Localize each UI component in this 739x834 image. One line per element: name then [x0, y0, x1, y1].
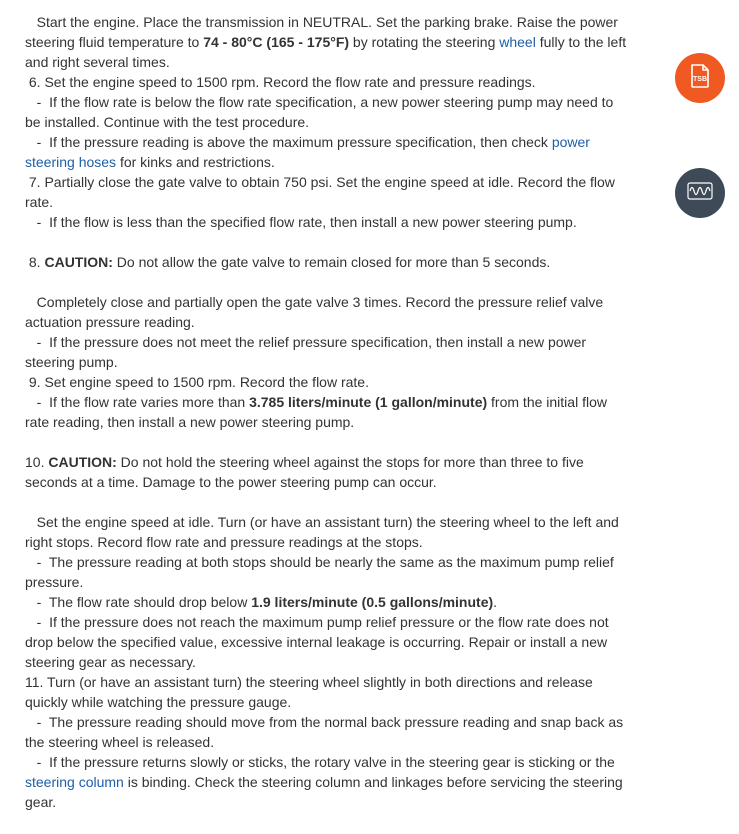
text-line: [25, 712, 645, 732]
text-segment: steering fluid temperature to: [25, 34, 204, 50]
text-line: [25, 672, 645, 692]
text-line: [25, 52, 645, 72]
text-segment: for kinks and restrictions.: [116, 154, 275, 170]
text-segment: 6. Set the engine speed to 1500 rpm. Record the flow rate and pressure readings.: [25, 74, 536, 90]
text-segment: - The pressure reading should move from the normal back pressure reading and snap back as: [25, 714, 624, 730]
text-segment: Do not hold the steering wheel against the stops for more than three to five: [116, 454, 584, 470]
inline-link[interactable]: power: [551, 134, 590, 150]
text-line: [25, 132, 645, 152]
text-line: [25, 592, 645, 612]
text-segment: fully to the left: [535, 34, 627, 50]
text-segment: Set the engine speed at idle. Turn (or have an assistant turn) the steering wheel to the left and: [25, 514, 619, 530]
text-segment: seconds at a time. Damage to the power steering pump can occur.: [25, 474, 437, 490]
text-line: [25, 372, 645, 392]
text-line: [25, 432, 645, 452]
text-line: [25, 752, 645, 772]
bold-text: CAUTION:: [44, 254, 113, 270]
text-line: [25, 632, 645, 652]
document-icon: [690, 64, 710, 93]
text-line: [25, 492, 645, 512]
text-line: [25, 272, 645, 292]
text-line: [25, 152, 645, 172]
tsb-label: TSB: [693, 75, 707, 83]
text-segment: 9. Set engine speed to 1500 rpm. Record the flow rate.: [25, 374, 369, 390]
text-line: [25, 92, 645, 112]
text-segment: - The flow rate should drop below: [25, 594, 252, 610]
text-line: [25, 192, 645, 212]
text-segment: - If the pressure does not meet the relief pressure specification, then install a new power: [25, 334, 587, 350]
bold-text: 74 - 80°C (165 - 175°F): [203, 34, 350, 50]
text-line: [25, 692, 645, 712]
text-line: [25, 472, 645, 492]
text-segment: - If the pressure does not reach the maximum pump relief pressure or the flow rate does not: [25, 614, 609, 630]
waveform-icon: [687, 181, 713, 206]
text-line: [25, 172, 645, 192]
text-segment: rate.: [25, 194, 54, 210]
text-line: [25, 552, 645, 572]
text-segment: - If the pressure reading is above the maximum pressure specification, then check: [25, 134, 552, 150]
text-segment: drop below the specified value, excessive internal leakage is occurring. Repair or install a new: [25, 634, 608, 650]
text-segment: steering gear as necessary.: [25, 654, 196, 670]
text-line: [25, 212, 645, 232]
text-segment: be installed. Continue with the test procedure.: [25, 114, 310, 130]
text-line: [25, 412, 645, 432]
text-line: [25, 512, 645, 532]
inline-link[interactable]: wheel: [499, 34, 536, 50]
text-segment: and right several times.: [25, 54, 170, 70]
text-segment: actuation pressure reading.: [25, 314, 195, 330]
text-line: [25, 652, 645, 672]
text-segment: is binding. Check the steering column and linkages before servicing the steering: [123, 774, 623, 790]
text-segment: - If the flow is less than the specified flow rate, then install a new power steering pump.: [25, 214, 577, 230]
bold-text: CAUTION:: [48, 454, 117, 470]
text-segment: 10.: [25, 454, 49, 470]
text-segment: - If the pressure returns slowly or sticks, the rotary valve in the steering gear is sticking or the: [25, 754, 615, 770]
text-segment: 7. Partially close the gate valve to obtain 750 psi. Set the engine speed at idle. Record the flow: [25, 174, 615, 190]
text-segment: rate reading, then install a new power steering pump.: [25, 414, 355, 430]
bold-text: 3.785 liters/minute (1 gallon/minute): [249, 394, 488, 410]
text-segment: Completely close and partially open the gate valve 3 times. Record the pressure relief valve: [25, 294, 604, 310]
text-line: [25, 112, 645, 132]
text-segment: by rotating the steering: [349, 34, 500, 50]
text-line: [25, 12, 645, 32]
text-segment: quickly while watching the pressure gauge.: [25, 694, 292, 710]
text-line: [25, 72, 645, 92]
text-segment: 8.: [25, 254, 45, 270]
text-segment: - The pressure reading at both stops should be nearly the same as the maximum pump relief: [25, 554, 614, 570]
text-line: [25, 292, 645, 312]
text-segment: steering pump.: [25, 354, 118, 370]
inline-link[interactable]: steering column: [25, 774, 124, 790]
text-line: [25, 792, 645, 812]
text-line: [25, 612, 645, 632]
bold-text: 1.9 liters/minute (0.5 gallons/minute): [251, 594, 494, 610]
text-line: [25, 452, 645, 472]
text-line: [25, 232, 645, 252]
tsb-button[interactable]: [675, 53, 725, 103]
text-line: [25, 32, 645, 52]
text-segment: - If the flow rate is below the flow rate specification, a new power steering pump may need to: [25, 94, 614, 110]
procedure-text: [25, 12, 645, 812]
text-line: [25, 252, 645, 272]
text-line: [25, 572, 645, 592]
text-line: [25, 332, 645, 352]
text-segment: Do not allow the gate valve to remain closed for more than 5 seconds.: [112, 254, 551, 270]
waveform-button[interactable]: [675, 168, 725, 218]
text-segment: .: [493, 594, 498, 610]
text-segment: Start the engine. Place the transmission in NEUTRAL. Set the parking brake. Raise the power: [25, 14, 618, 30]
text-line: [25, 532, 645, 552]
text-segment: the steering wheel is released.: [25, 734, 215, 750]
text-line: [25, 312, 645, 332]
text-segment: 11. Turn (or have an assistant turn) the steering wheel slightly in both directions and release: [25, 674, 593, 690]
inline-link[interactable]: steering hoses: [25, 154, 117, 170]
text-segment: - If the flow rate varies more than: [25, 394, 250, 410]
text-segment: right stops. Record flow rate and pressure readings at the stops.: [25, 534, 423, 550]
text-line: [25, 772, 645, 792]
text-line: [25, 732, 645, 752]
text-segment: gear.: [25, 794, 57, 810]
text-line: [25, 392, 645, 412]
text-line: [25, 352, 645, 372]
text-segment: pressure.: [25, 574, 84, 590]
text-segment: from the initial flow: [487, 394, 607, 410]
